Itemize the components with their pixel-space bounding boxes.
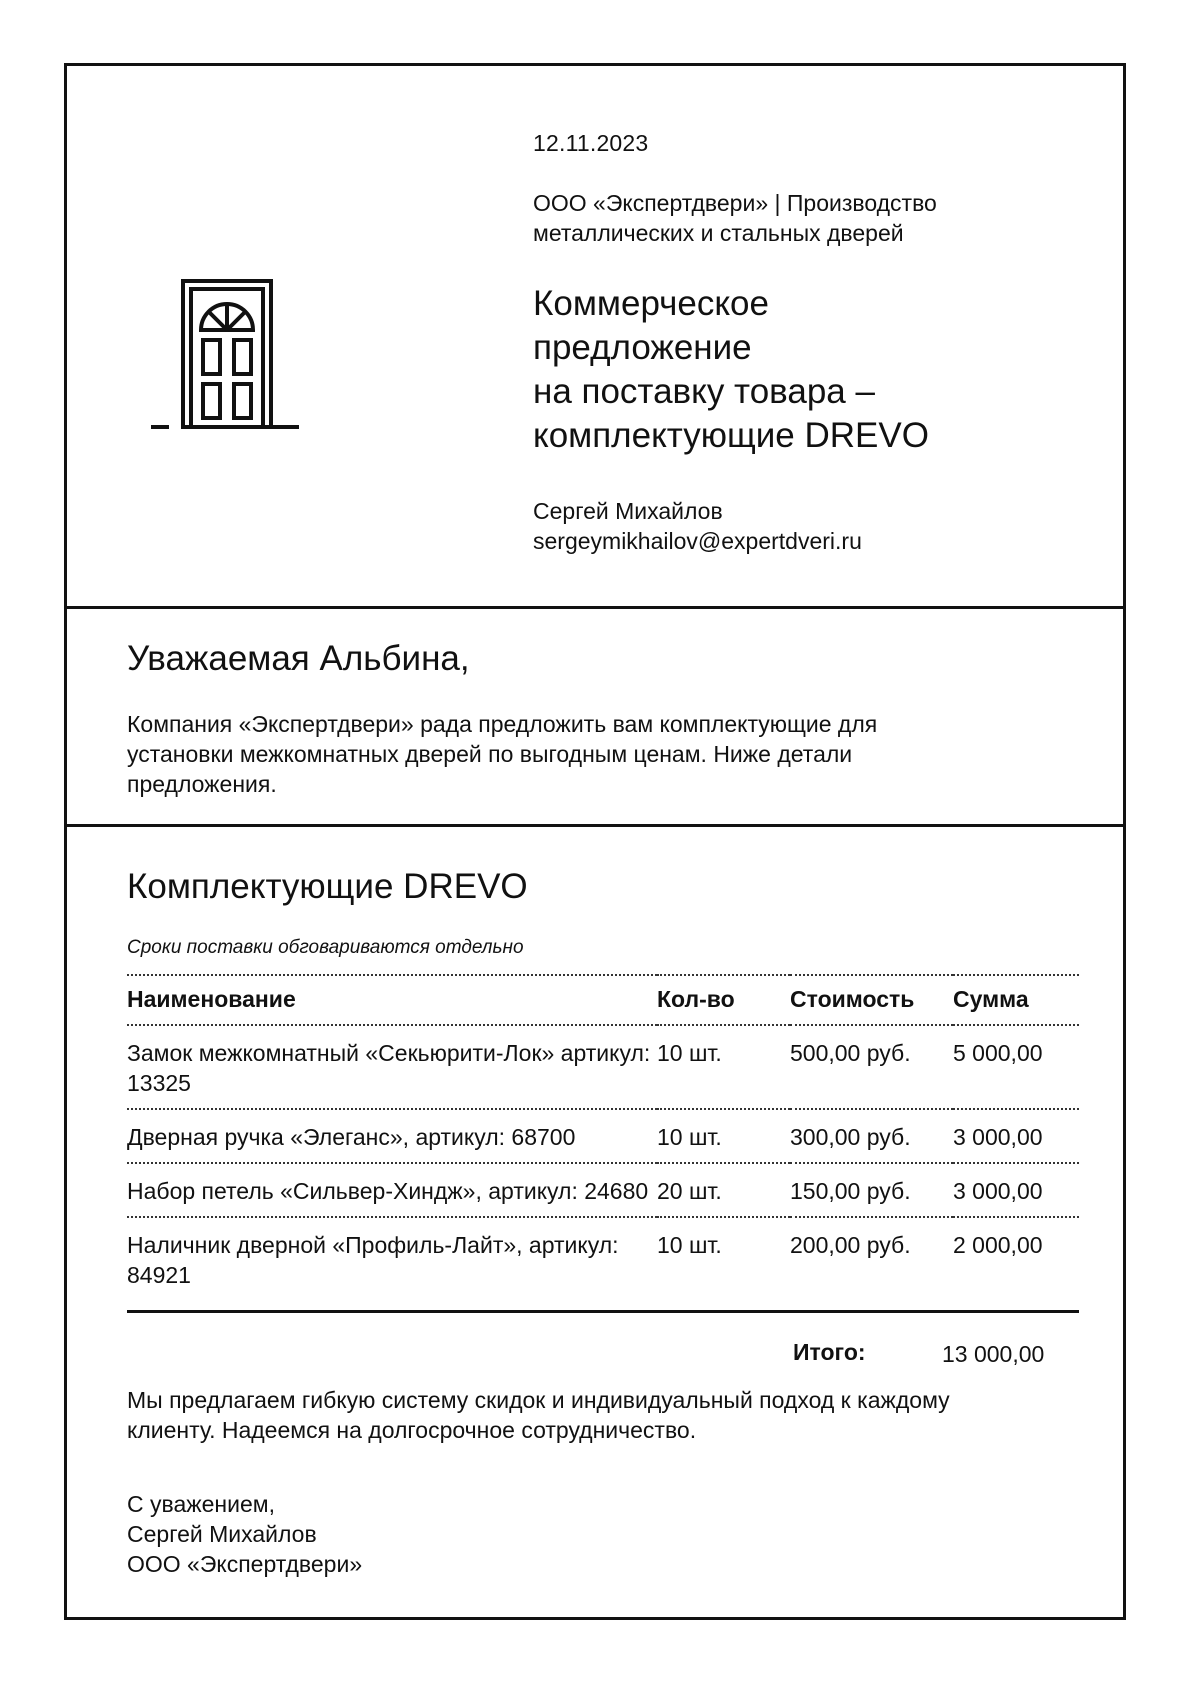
- document-frame: [64, 63, 1126, 1620]
- document-title: [533, 282, 1053, 458]
- item-name: Набор петель «Сильвер-Хиндж», артикул: 24680: [127, 1163, 657, 1217]
- item-name: Наличник дверной «Профиль-Лайт», артикул: 84921: [127, 1217, 657, 1312]
- item-sum: 3 000,00: [953, 1163, 1079, 1217]
- sign-regards: С уважением,: [127, 1491, 275, 1517]
- document-date: 12.11.2023: [533, 130, 649, 156]
- column-header-sum: Сумма: [953, 975, 1079, 1025]
- table-row: [127, 1163, 1079, 1217]
- total-value: 13 000,00: [942, 1341, 1045, 1367]
- item-qty: 10 шт.: [657, 1109, 790, 1163]
- title-line: предложение: [533, 328, 752, 367]
- item-price: 200,00 руб.: [790, 1217, 953, 1312]
- table-row: [127, 1217, 1079, 1312]
- items-table: [127, 974, 1079, 1313]
- title-line: комплектующие DREVO: [533, 416, 929, 455]
- author-email[interactable]: sergeymikhailov@expertdveri.ru: [533, 528, 862, 554]
- item-price: 500,00 руб.: [790, 1025, 953, 1109]
- table-row: [127, 1109, 1079, 1163]
- delivery-note: Сроки поставки обговариваются отдельно: [127, 937, 524, 958]
- column-header-qty: Кол-во: [657, 975, 790, 1025]
- item-price: 300,00 руб.: [790, 1109, 953, 1163]
- company-line: металлических и стальных дверей: [533, 220, 904, 246]
- item-qty: 10 шт.: [657, 1217, 790, 1312]
- table-row: [127, 1025, 1079, 1109]
- closing-text: Мы предлагаем гибкую систему скидок и индивидуальный подход к каждому клиенту. Надеемся на долгосрочное сотрудничество.: [127, 1387, 950, 1443]
- column-header-name: Наименование: [127, 975, 657, 1025]
- item-sum: 3 000,00: [953, 1109, 1079, 1163]
- company-line: ООО «Экспертдвери» | Производство: [533, 190, 937, 216]
- item-name: Дверная ручка «Элеганс», артикул: 68700: [127, 1109, 657, 1163]
- signature-block: [127, 1489, 362, 1579]
- item-qty: 10 шт.: [657, 1025, 790, 1109]
- intro-text: Компания «Экспертдвери» рада предложить вам комплектующие для установки межкомнатных дверей по выгодным ценам. Ниже детали предложения.: [127, 711, 878, 797]
- salutation: Уважаемая Альбина,: [127, 639, 470, 678]
- author-block: [533, 496, 862, 556]
- item-sum: 5 000,00: [953, 1025, 1079, 1109]
- company-info: [533, 188, 1033, 248]
- table-header-row: [127, 975, 1079, 1025]
- greeting-section: [67, 609, 1123, 824]
- item-sum: 2 000,00: [953, 1217, 1079, 1312]
- column-header-price: Стоимость: [790, 975, 953, 1025]
- author-name: Сергей Михайлов: [533, 498, 723, 524]
- sign-name: Сергей Михайлов: [127, 1521, 317, 1547]
- item-price: 150,00 руб.: [790, 1163, 953, 1217]
- item-name: Замок межкомнатный «Секьюрити-Лок» артикул: 13325: [127, 1025, 657, 1109]
- header-section: [67, 66, 1123, 606]
- title-line: на поставку товара –: [533, 372, 875, 411]
- sign-company: ООО «Экспертдвери»: [127, 1551, 363, 1577]
- offer-section: [67, 827, 1123, 1617]
- title-line: Коммерческое: [533, 284, 769, 323]
- door-icon: [151, 278, 311, 448]
- section-title: Комплектующие DREVO: [127, 867, 528, 906]
- total-label: Итого:: [793, 1339, 866, 1365]
- item-qty: 20 шт.: [657, 1163, 790, 1217]
